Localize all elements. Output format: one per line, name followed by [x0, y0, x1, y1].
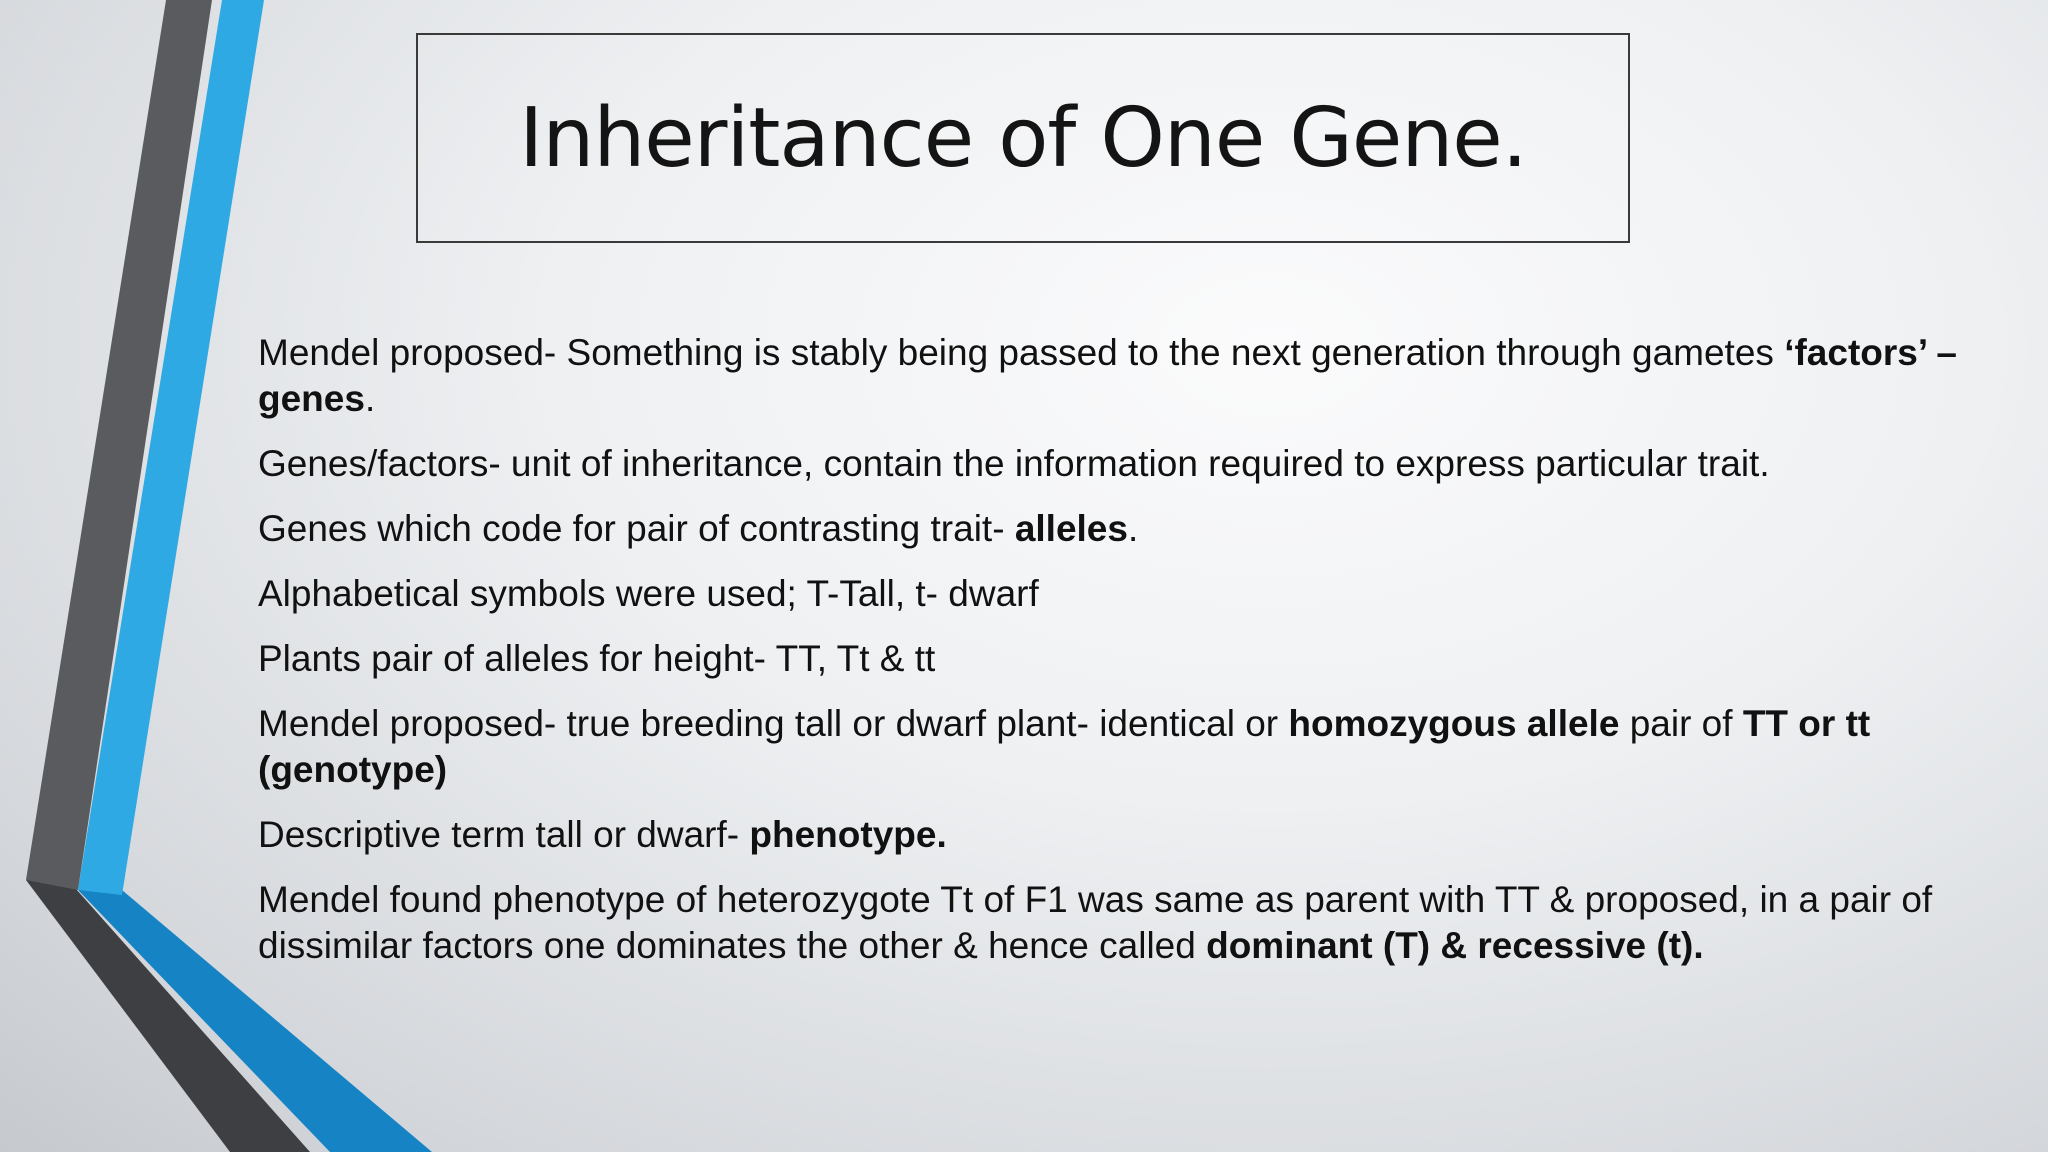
paragraph-text: pair of: [1619, 703, 1743, 744]
emphasized-text: TT or tt (genotype): [258, 703, 1871, 790]
slide-paragraph: [258, 506, 1998, 552]
slide-paragraph: [258, 441, 1998, 487]
slide-paragraph: [258, 636, 1998, 682]
paragraph-text: Genes/factors- unit of inheritance, contain the information required to express particular trait.: [258, 443, 1770, 484]
emphasized-text: ‘factors’ – genes: [258, 332, 1957, 419]
emphasized-text: homozygous allele: [1288, 703, 1620, 744]
paragraph-text: Alphabetical symbols were used; T-Tall, t- dwarf: [258, 573, 1039, 614]
paragraph-text: Descriptive term tall or dwarf-: [258, 814, 750, 855]
emphasized-text: alleles: [1014, 508, 1128, 549]
slide-paragraph: [258, 571, 1998, 617]
paragraph-text: Genes which code for pair of contrasting trait-: [258, 508, 1015, 549]
title-box: [416, 33, 1630, 243]
slide-paragraph: [258, 701, 1998, 793]
paragraph-text: Plants pair of alleles for height- TT, Tt & tt: [258, 638, 936, 679]
emphasized-text: phenotype.: [749, 814, 947, 855]
slide-paragraph: [258, 877, 1998, 969]
paragraph-text: .: [1127, 508, 1139, 549]
slide-paragraph: [258, 812, 1998, 858]
paragraph-text: Mendel proposed- true breeding tall or dwarf plant- identical or: [258, 703, 1289, 744]
slide-title: Inheritance of One Gene.: [519, 90, 1527, 186]
paragraph-text: Mendel proposed- Something is stably being passed to the next generation through gametes: [258, 332, 1785, 373]
paragraph-text: .: [364, 378, 376, 419]
emphasized-text: dominant (T) & recessive (t).: [1206, 925, 1704, 966]
paragraph-text: Mendel found phenotype of heterozygote Tt of F1 was same as parent with TT & proposed, in a pair of dissimilar factors one dominates the other & hence called: [258, 879, 1933, 966]
slide-content: [258, 330, 1998, 988]
slide-paragraph: [258, 330, 1998, 422]
